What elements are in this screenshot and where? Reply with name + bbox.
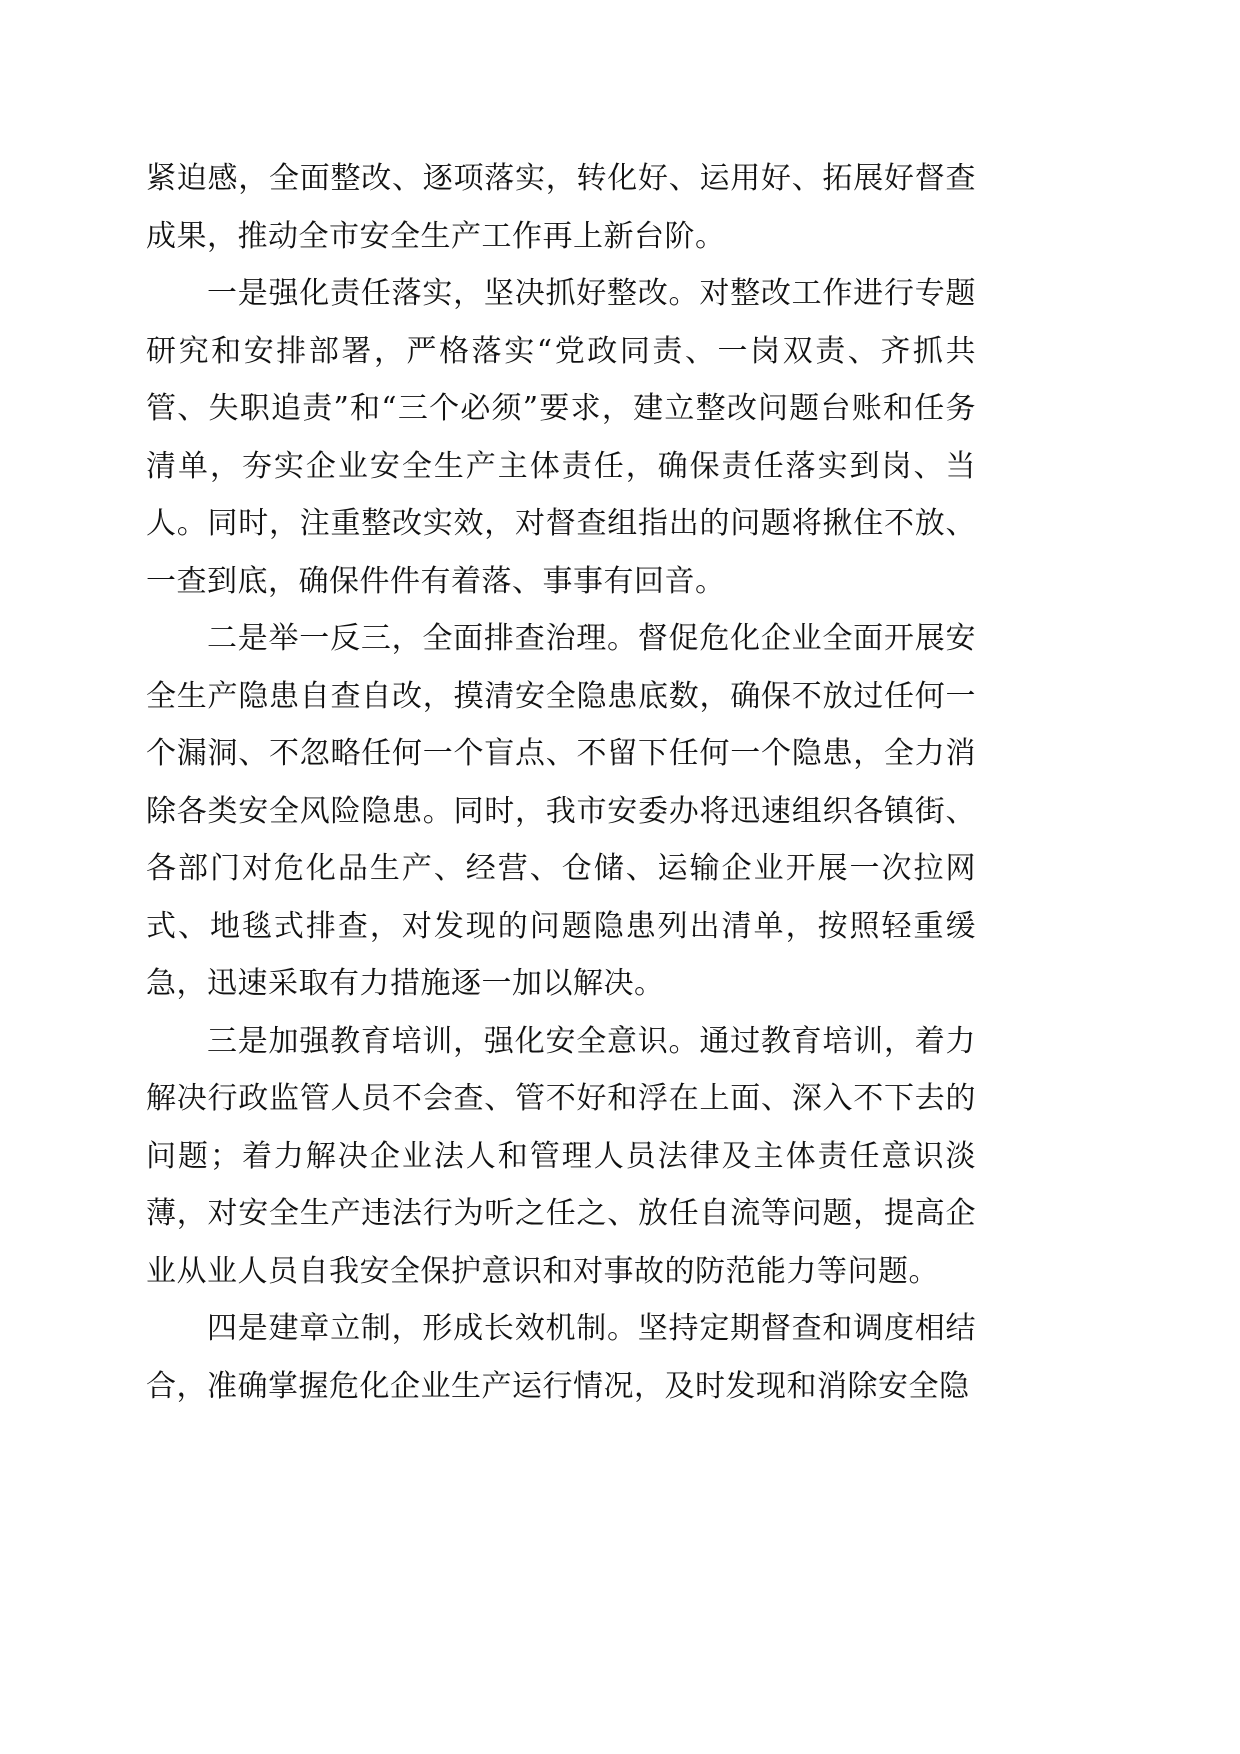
- paragraph-training: 三是加强教育培训，强化安全意识。通过教育培训，着力解决行政监管人员不会查、管不好和浮在上面、深入不下去的问题；着力解决企业法人和管理人员法律及主体责任意识淡薄，对安全生产违法行为听之任之、放任自流等问题，提高企业从业人员自我安全保护意识和对事故的防范能力等问题。: [146, 1023, 976, 1289]
- paragraph-continuation: 紧迫感，全面整改、逐项落实，转化好、运用好、拓展好督查成果，推动全市安全生产工作再上新台阶。: [146, 161, 976, 254]
- paragraph-responsibility: 一是强化责任落实，坚决抓好整改。对整改工作进行专题研究和安排部署，严格落实“党政同责、一岗双责、齐抓共管、失职追责”和“三个必须”要求，建立整改问题台账和任务清单，夯实企业安全生产主体责任，确保责任落实到岗、当人。同时，注重整改实效，对督查组指出的问题将揪住不放、一查到底，确保件件有着落、事事有回音。: [146, 276, 976, 599]
- paragraph-mechanism: 四是建章立制，形成长效机制。坚持定期督查和调度相结合，准确掌握危化企业生产运行情况，及时发现和消除安全隐: [146, 1311, 976, 1404]
- paragraph-inspection: 二是举一反三，全面排查治理。督促危化企业全面开展安全生产隐患自查自改，摸清安全隐患底数，确保不放过任何一个漏洞、不忽略任何一个盲点、不留下任何一个隐患，全力消除各类安全风险隐患。同时，我市安委办将迅速组织各镇街、各部门对危化品生产、经营、仓储、运输企业开展一次拉网式、地毯式排查，对发现的问题隐患列出清单，按照轻重缓急，迅速采取有力措施逐一加以解决。: [146, 621, 976, 1001]
- document-body: [146, 150, 976, 1415]
